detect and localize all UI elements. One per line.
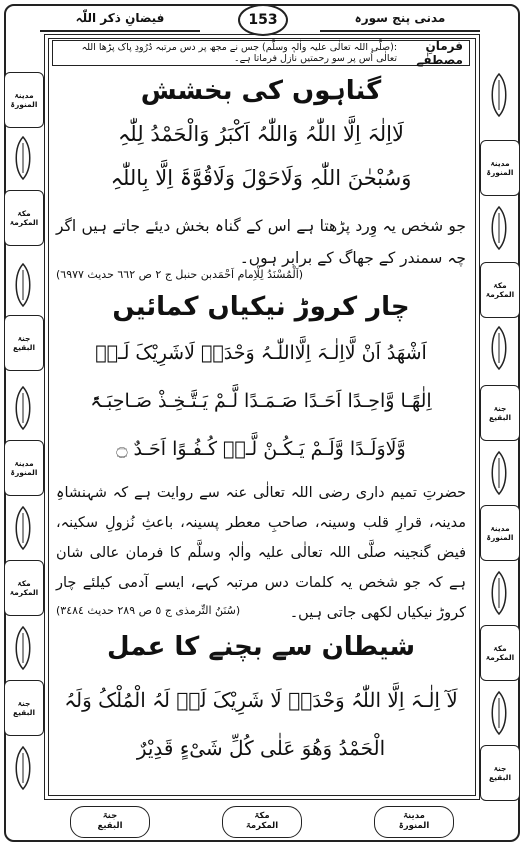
section2-heading: چار کروڑ نیکیاں کمائیں [112, 292, 410, 322]
medallion-line: مدینۃ [14, 90, 34, 100]
section1-body: جو شخص یہ وِرد پڑھتا ہے اس کے گناہ بخش دیئے جاتے ہیں اگر چہ سمندر کے جھاگ کے برابر ہوں۔ [56, 217, 466, 267]
right-ornament-icon [484, 325, 514, 371]
right-medallion-makka [480, 262, 520, 318]
medallion-line: المکرمۃ [485, 290, 515, 299]
medallion-line: جنۃ [17, 333, 31, 343]
section2-arabic-line3: وَّلَاوَلَـدًا وَّلَـمْ یَـکُـنْ لَّـہٗ کُـفُـوًا اَحَـدٌ ۝ [116, 438, 406, 460]
medallion-line: المکرمۃ [9, 588, 39, 597]
inner-border-2 [48, 38, 476, 796]
right-ornament-icon [484, 72, 514, 118]
medallion-line: المکرمۃ [9, 218, 39, 227]
left-ornament-icon [8, 135, 38, 181]
section2-arabic-line2: اِلٰھًـا وَّاحِـدًا اَحَـدًا صَـمَـدًا لَّـمْ یَـتَّـخِـذْ صَـاحِبَـۃً [90, 390, 432, 412]
medallion-line: مکۃ [493, 280, 507, 290]
right-medallion-baqi [480, 385, 520, 441]
medallion-line: البقیع [488, 413, 512, 422]
section3-arabic-line2: الْحَمْدُ وَھُوَ عَلٰی کُلِّ شَیْءٍ قَدِیْرٌ [136, 736, 386, 760]
section3-arabic-line1: لَآ اِلٰـہَ اِلَّا اللّٰہُ وَحْدَہٗ لَا شَرِیْکَ لَہٗ لَہُ الْمُلْکُ وَلَہُ [64, 688, 458, 712]
left-ornament-icon [8, 745, 38, 791]
medallion-line: مدینۃ [490, 523, 510, 533]
left-ornament-icon [8, 385, 38, 431]
medallion-line: المنورۃ [486, 168, 514, 177]
medallion-line: جنۃ [493, 403, 507, 413]
farman-text: :(صلَّی اللہ تعالٰی علیہ واٰلہٖ وسلَّم) جس نے مجھ پر دس مرتبہ دُرُودِ پاک پڑھا اللہ تعالٰی اُس پر سو رحمتیں نازل فرماتا ہے۔ [81, 42, 398, 64]
section1-arabic-line2: وَسُبْحٰنَ اللّٰہِ وَلَاحَوْلَ وَلَاقُوَّۃَ اِلَّا بِاللّٰہِ [110, 166, 412, 190]
medallion-line: المنورۃ [398, 821, 430, 831]
section2-body: حضرتِ تمیم داری رضی اللہ تعالٰی عنہ سے روایت ہے کہ شہنشاہِ مدینہ، قرارِ قلب وسینہ، صاحبِ معطر پسینہ، باعثِ نُزولِ سکینہ، فیض گنجینہ صلَّی اللہ تعالٰی علیہ واٰلہٖ وسلَّم کا فرمان عالی شان ہے کہ جو شخص یہ کلمات دس مرتبہ کہے، ایسے آدمی کیلئے چار کروڑ نیکیاں لکھی جاتی ہیں۔ [56, 485, 466, 621]
header-left-title: فیضانِ ذکر اللّٰہ [40, 6, 200, 32]
medallion-line: جنۃ [493, 763, 507, 773]
right-medallion-makka [480, 625, 520, 681]
page-number: 153 [238, 4, 288, 36]
left-medallion-madina [4, 440, 44, 496]
medallion-line: المنورۃ [486, 533, 514, 542]
medallion-line: البقیع [12, 343, 36, 352]
left-medallion-baqi [4, 680, 44, 736]
farman-box [52, 40, 470, 66]
left-ornament-icon [8, 625, 38, 671]
left-medallion-makka [4, 560, 44, 616]
bottom-medallion-makka [222, 806, 302, 838]
medallion-line: مدینۃ [403, 811, 425, 822]
right-ornament-icon [484, 450, 514, 496]
section3-heading: شیطان سے بچنے کا عمل [106, 632, 416, 662]
medallion-line: جنۃ [102, 811, 118, 822]
medallion-line: البقیع [488, 773, 512, 782]
section1-heading: گناہوں کی بخشش [140, 76, 382, 106]
left-ornament-icon [8, 262, 38, 308]
medallion-line: مکۃ [17, 578, 31, 588]
section2-reference: (سُنَنُ التِّرمذی ج ٥ ص ٢٨٩ حدیث ٣٤٨٤) [56, 604, 241, 617]
medallion-line: المکرمۃ [245, 821, 279, 831]
section1-reference: (اَلْمُسْنَدُ لِلْاِمام اَحْمَدبن حنبل ج ٢ ص ٦٦٢ حدیث ٦٩٧٧) [56, 268, 304, 281]
section1-arabic-line1: لَااِلٰہَ اِلَّا اللّٰہُ وَاللّٰہُ اَکْبَرُ وَالْحَمْدُ لِلّٰہِ [117, 122, 404, 146]
medallion-line: مکۃ [493, 643, 507, 653]
right-ornament-icon [484, 205, 514, 251]
left-medallion-madina [4, 72, 44, 128]
left-medallion-baqi [4, 315, 44, 371]
right-medallion-madina [480, 505, 520, 561]
medallion-line: المکرمۃ [485, 653, 515, 662]
left-medallion-makka [4, 190, 44, 246]
right-ornament-icon [484, 570, 514, 616]
bottom-medallion-madina [374, 806, 454, 838]
right-medallion-baqi [480, 745, 520, 801]
right-ornament-icon [484, 690, 514, 736]
bottom-medallion-baqi [70, 806, 150, 838]
medallion-line: مدینۃ [490, 158, 510, 168]
section2-arabic-line1: اَشْھَدُ اَنْ لَّااِلٰـہَ اِلَّااللّٰـہُ وَحْدَہٗ لَاشَرِیْکَ لَـہٗ [95, 342, 427, 364]
header-right-title: مدنی پنج سورہ [320, 6, 480, 32]
left-ornament-icon [8, 505, 38, 551]
medallion-line: المنورۃ [10, 100, 38, 109]
right-medallion-madina [480, 140, 520, 196]
farman-label: فرمانِ مصطفٰے [416, 39, 463, 67]
medallion-line: البقیع [97, 821, 123, 831]
medallion-line: المنورۃ [10, 468, 38, 477]
medallion-line: البقیع [12, 708, 36, 717]
medallion-line: جنۃ [17, 698, 31, 708]
medallion-line: مکۃ [254, 811, 270, 822]
medallion-line: مدینۃ [14, 458, 34, 468]
medallion-line: مکۃ [17, 208, 31, 218]
